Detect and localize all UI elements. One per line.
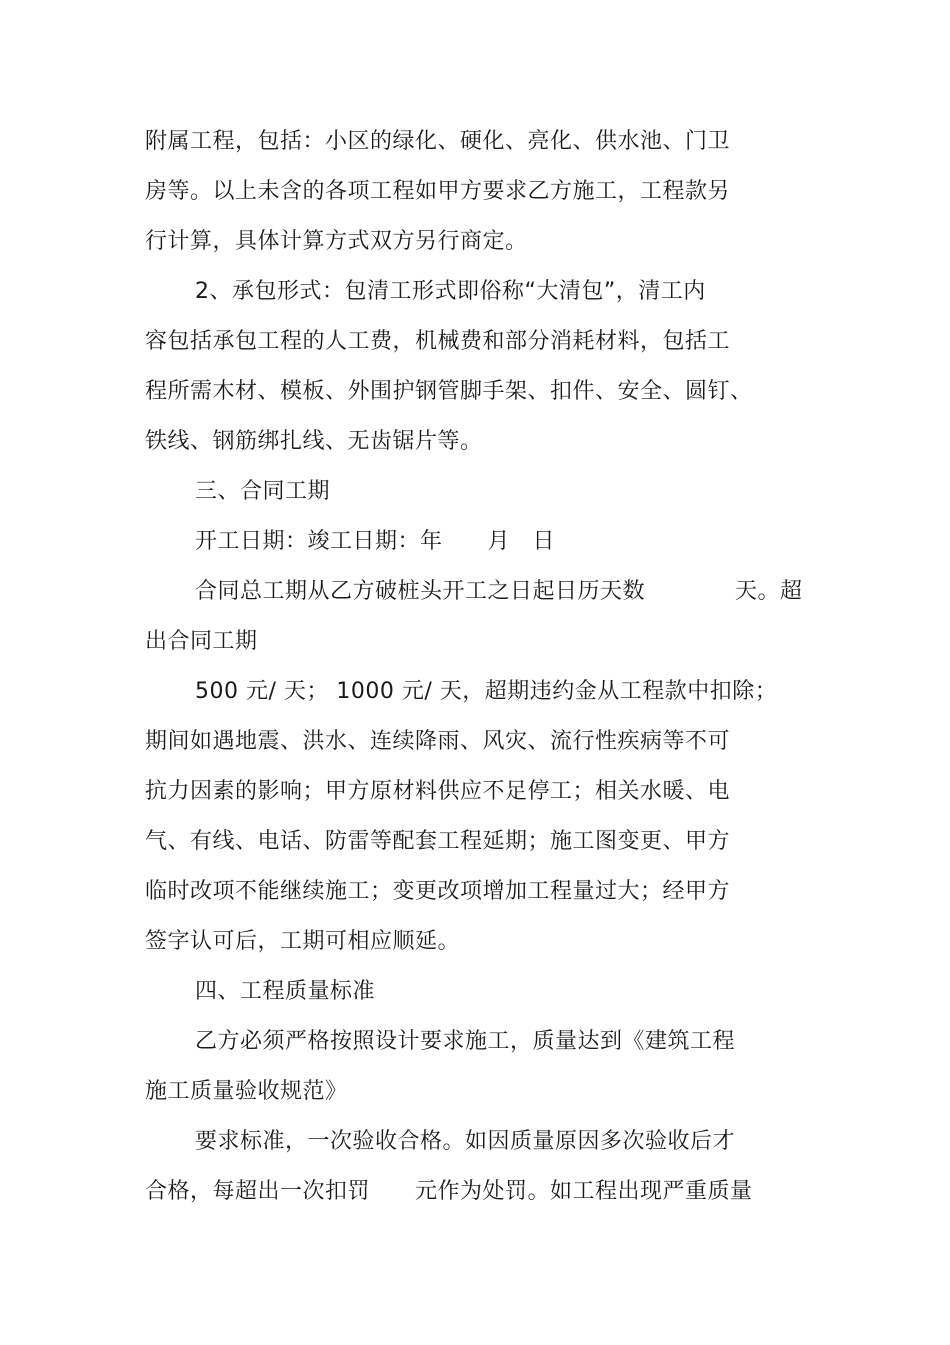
text-line: 临时改项不能继续施工；变更改项增加工程量过大；经甲方: [145, 879, 731, 904]
text-line: 房等。以上未含的各项工程如甲方要求乙方施工，工程款另: [145, 179, 731, 204]
text-line: 抗力因素的影响；甲方原材料供应不足停工；相关水暖、电: [145, 779, 731, 804]
text-line: 期间如遇地震、洪水、连续降雨、风灾、流行性疾病等不可: [145, 729, 731, 754]
text-line: 出合同工期: [145, 629, 258, 654]
text-line: 行计算，具体计算方式双方另行商定。: [145, 229, 528, 254]
text-line: 容包括承包工程的人工费，机械费和部分消耗材料，包括工: [145, 329, 731, 354]
text-line: 气、有线、电话、防雷等配套工程延期；施工图变更、甲方: [145, 829, 731, 854]
section-heading: 四、工程质量标准: [195, 979, 376, 1004]
text-line: 附属工程，包括：小区的绿化、硬化、亮化、供水池、门卫: [145, 129, 731, 154]
text-line: 500 元/ 天； 1000 元/ 天，超期违约金从工程款中扣除；: [195, 679, 778, 704]
section-heading: 三、合同工期: [195, 479, 331, 504]
text-line: 签字认可后，工期可相应顺延。: [145, 929, 461, 954]
text-line: 合同总工期从乙方破桩头开工之日起日历天数 天。超: [195, 579, 803, 604]
text-line: 合格，每超出一次扣罚 元作为处罚。如工程出现严重质量: [145, 1179, 753, 1204]
text-line: 乙方必须严格按照设计要求施工，质量达到《建筑工程: [195, 1029, 736, 1054]
text-line: 程所需木材、模板、外围护钢管脚手架、扣件、安全、圆钉、: [145, 379, 753, 404]
text-line: 2、承包形式：包清工形式即俗称“大清包”，清工内: [195, 279, 706, 304]
text-line: 要求标准，一次验收合格。如因质量原因多次验收后才: [195, 1129, 736, 1154]
text-line: 铁线、钢筋绑扎线、无齿锯片等。: [145, 429, 483, 454]
text-line: 施工质量验收规范》: [145, 1079, 348, 1104]
text-line: 开工日期：竣工日期：年 月 日: [195, 529, 556, 554]
